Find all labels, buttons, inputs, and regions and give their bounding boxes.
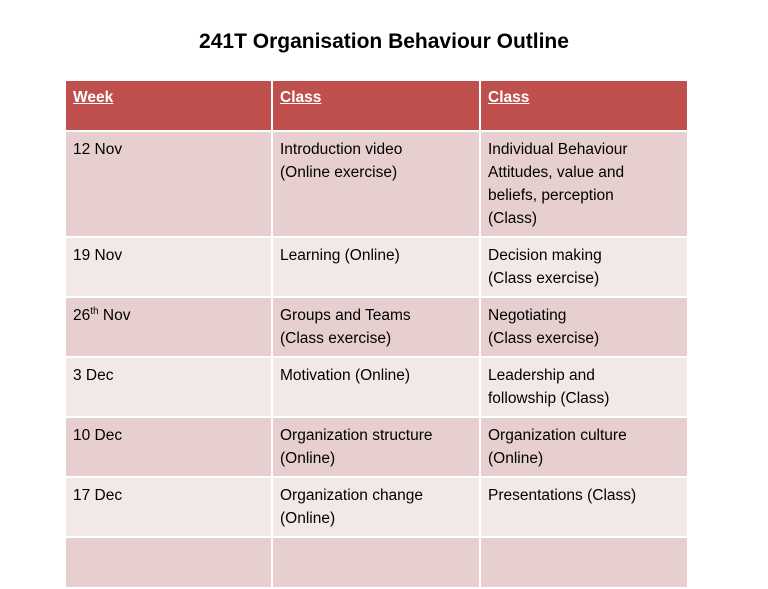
class-cell: Organization culture (Online) bbox=[480, 417, 688, 477]
class-cell: Groups and Teams (Class exercise) bbox=[272, 297, 480, 357]
class-cell: Learning (Online) bbox=[272, 237, 480, 297]
outline-table bbox=[64, 79, 689, 589]
week-cell: 10 Dec bbox=[65, 417, 272, 477]
week-cell: 26th Nov bbox=[65, 297, 272, 357]
table-row bbox=[65, 477, 688, 537]
week-cell: 17 Dec bbox=[65, 477, 272, 537]
table-header-row bbox=[65, 80, 688, 131]
header-class: Class bbox=[480, 80, 688, 131]
table-row bbox=[65, 357, 688, 417]
page-title: 241T Organisation Behaviour Outline bbox=[199, 30, 569, 53]
table-row bbox=[65, 237, 688, 297]
header-week: Week bbox=[65, 80, 272, 131]
table-row bbox=[65, 131, 688, 237]
class-cell: Organization change (Online) bbox=[272, 477, 480, 537]
header-class: Class bbox=[272, 80, 480, 131]
week-cell: 12 Nov bbox=[65, 131, 272, 237]
table-row bbox=[65, 417, 688, 477]
class-cell: Decision making (Class exercise) bbox=[480, 237, 688, 297]
class-cell: Organization structure (Online) bbox=[272, 417, 480, 477]
table-row bbox=[65, 297, 688, 357]
class-cell: Leadership and followship (Class) bbox=[480, 357, 688, 417]
class-cell: Introduction video (Online exercise) bbox=[272, 131, 480, 237]
table-row-empty bbox=[65, 537, 688, 588]
week-cell: 19 Nov bbox=[65, 237, 272, 297]
class-cell: Presentations (Class) bbox=[480, 477, 688, 537]
class-cell: Negotiating (Class exercise) bbox=[480, 297, 688, 357]
week-cell bbox=[65, 537, 272, 588]
class-cell: Individual Behaviour Attitudes, value and beliefs, perception (Class) bbox=[480, 131, 688, 237]
class-cell: Motivation (Online) bbox=[272, 357, 480, 417]
class-cell bbox=[480, 537, 688, 588]
week-cell: 3 Dec bbox=[65, 357, 272, 417]
class-cell bbox=[272, 537, 480, 588]
